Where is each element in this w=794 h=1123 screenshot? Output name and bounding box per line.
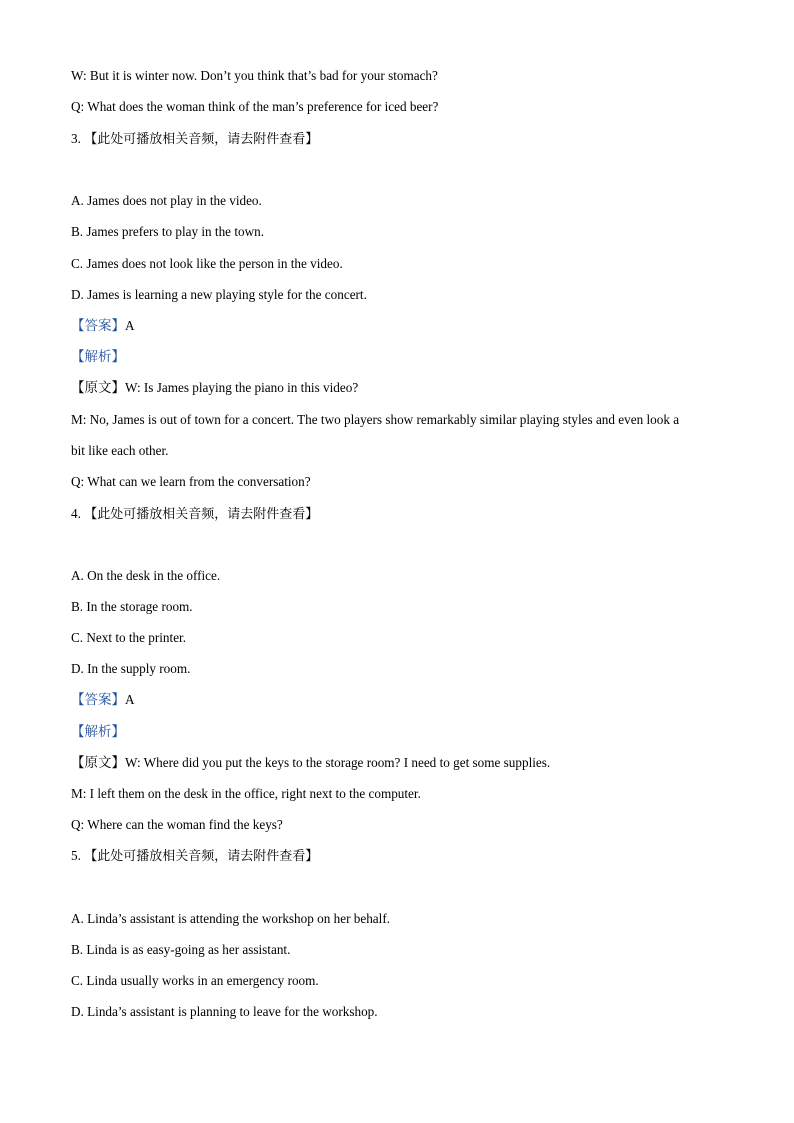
question-4-option-d: D. In the supply room. — [71, 661, 191, 676]
question-4-answer — [71, 692, 135, 708]
question-3-option-d: D. James is learning a new playing style for the concert. — [71, 287, 367, 302]
question-4-option-b: B. In the storage room. — [71, 599, 193, 614]
question-3-audio-tag[interactable]: 【此处可播放相关音频，请去附件查看】 — [84, 132, 319, 147]
question-4-transcript-man: M: I left them on the desk in the office, right next to the computer. — [71, 786, 421, 801]
analysis-label: 【解析】 — [71, 349, 125, 365]
question-4-option-a: A. On the desk in the office. — [71, 568, 221, 583]
question-5-number: 5. — [71, 848, 81, 863]
answer-value: A — [125, 692, 135, 707]
question-4-option-c: C. Next to the printer. — [71, 630, 187, 645]
question-5-audio-tag[interactable]: 【此处可播放相关音频，请去附件查看】 — [84, 849, 319, 864]
question-3-transcript-man: M: No, James is out of town for a concert. The two players show remarkably similar playing styles and even look a — [71, 412, 680, 427]
question-3-transcript-woman — [71, 380, 358, 396]
question-4-number: 4. — [71, 506, 81, 521]
answer-label: 【答案】 — [71, 692, 125, 708]
question-3-header — [71, 131, 318, 148]
question-5-header — [71, 848, 318, 865]
question-4-audio-tag[interactable]: 【此处可播放相关音频，请去附件查看】 — [84, 507, 319, 522]
prev-transcript-question: Q: What does the woman think of the man’s preference for iced beer? — [71, 99, 439, 114]
question-5-option-d: D. Linda’s assistant is planning to leave for the workshop. — [71, 1004, 378, 1019]
question-4-transcript-woman — [71, 755, 550, 771]
question-5-option-c: C. Linda usually works in an emergency room. — [71, 973, 319, 988]
analysis-label: 【解析】 — [71, 724, 125, 740]
transcript-label: 【原文】 — [71, 380, 125, 396]
question-3-option-a: A. James does not play in the video. — [71, 193, 262, 208]
question-3-transcript-man-cont: bit like each other. — [71, 443, 169, 458]
question-3-transcript-question: Q: What can we learn from the conversation? — [71, 474, 311, 489]
question-4-analysis — [71, 724, 125, 740]
prev-transcript-woman: W: But it is winter now. Don’t you think that’s bad for your stomach? — [71, 68, 438, 83]
transcript-text: W: Is James playing the piano in this video? — [125, 380, 359, 395]
transcript-label: 【原文】 — [71, 755, 125, 771]
transcript-text: W: Where did you put the keys to the storage room? I need to get some supplies. — [125, 755, 551, 770]
question-3-number: 3. — [71, 131, 81, 146]
question-3-analysis — [71, 349, 125, 365]
question-5-option-a: A. Linda’s assistant is attending the workshop on her behalf. — [71, 911, 391, 926]
question-4-header — [71, 506, 318, 523]
answer-label: 【答案】 — [71, 318, 125, 334]
question-5-option-b: B. Linda is as easy-going as her assistant. — [71, 942, 291, 957]
question-4-transcript-question: Q: Where can the woman find the keys? — [71, 817, 283, 832]
answer-value: A — [125, 318, 135, 333]
question-3-answer — [71, 318, 135, 334]
question-3-option-b: B. James prefers to play in the town. — [71, 224, 265, 239]
question-3-option-c: C. James does not look like the person in the video. — [71, 256, 343, 271]
